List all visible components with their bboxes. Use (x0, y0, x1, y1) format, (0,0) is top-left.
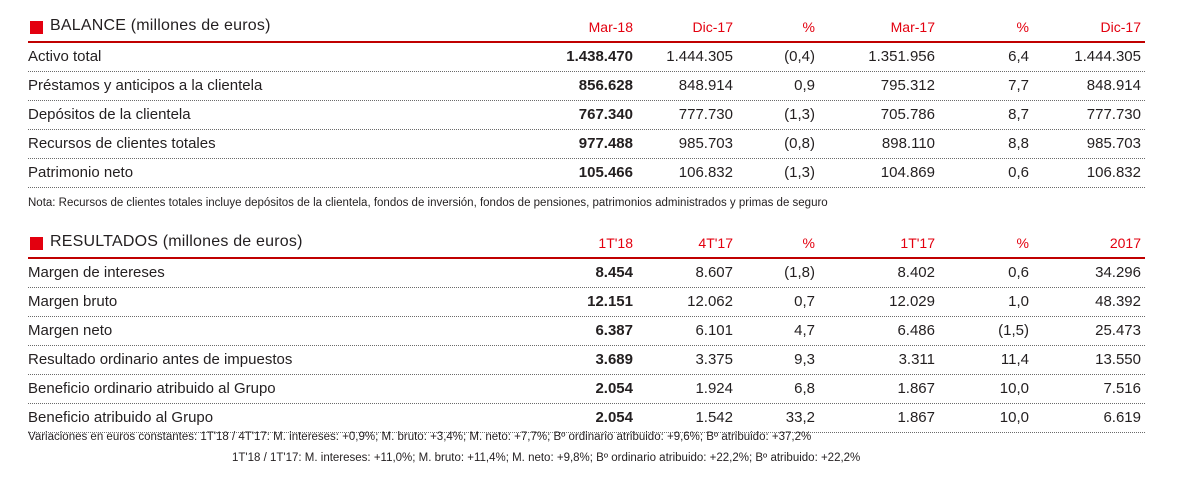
cell: 8.607 (695, 264, 733, 281)
table-row (28, 346, 1145, 375)
red-square-icon (30, 237, 43, 250)
row-label: Margen de intereses (28, 264, 165, 281)
cell: 977.488 (578, 135, 633, 152)
row-label: Margen neto (28, 322, 113, 339)
cell: 8,7 (1008, 106, 1029, 123)
cell: 2.054 (595, 380, 633, 397)
resultados-table (28, 228, 1145, 433)
red-square-icon (30, 21, 43, 34)
balance-col-header: % (1016, 19, 1029, 35)
resultados-title: RESULTADOS (millones de euros) (50, 233, 303, 250)
cell: 8.454 (595, 264, 633, 281)
cell: 106.832 (1086, 164, 1141, 181)
cell: 6.101 (695, 322, 733, 339)
resultados-col-header: 1T'17 (900, 235, 935, 251)
cell: (1,3) (784, 164, 815, 181)
cell: 0,6 (1008, 164, 1029, 181)
cell: 13.550 (1095, 351, 1141, 368)
row-label: Beneficio ordinario atribuido al Grupo (28, 380, 276, 397)
row-label: Margen bruto (28, 293, 118, 310)
cell: 6.619 (1103, 409, 1141, 426)
table-row (28, 101, 1145, 130)
cell: 12.029 (889, 293, 935, 310)
cell: (0,8) (784, 135, 815, 152)
cell: 1.867 (897, 409, 935, 426)
cell: 856.628 (578, 77, 633, 94)
cell: 767.340 (578, 106, 633, 123)
table-row (28, 375, 1145, 404)
cell: 6,4 (1008, 48, 1029, 65)
cell: 0,7 (794, 293, 815, 310)
cell: (1,3) (784, 106, 815, 123)
balance-col-header: Mar-18 (588, 19, 633, 35)
cell: (1,5) (998, 322, 1029, 339)
cell: 48.392 (1095, 293, 1141, 310)
balance-note: Nota: Recursos de clientes totales incluye depósitos de la clientela, fondos de inversión, fondos de pensiones, patrimonios administrados y primas de seguro (28, 197, 828, 209)
resultados-col-header: 4T'17 (698, 235, 733, 251)
cell: 1.542 (695, 409, 733, 426)
resultados-col-header: 2017 (1109, 235, 1141, 251)
cell: 7,7 (1008, 77, 1029, 94)
cell: 6,8 (794, 380, 815, 397)
row-label: Activo total (28, 48, 102, 65)
cell: 0,9 (794, 77, 815, 94)
cell: 985.703 (678, 135, 733, 152)
cell: 1.444.305 (1074, 48, 1141, 65)
balance-table (28, 12, 1145, 188)
footnote-line-2: 1T'18 / 1T'17: M. intereses: +11,0%; M. bruto: +11,4%; M. neto: +9,8%; Bº ordinario atribuido: +22,2%; Bº atribuido: +22,2% (232, 452, 861, 464)
cell: 25.473 (1095, 322, 1141, 339)
cell: 3.311 (898, 351, 935, 368)
cell: 104.869 (880, 164, 935, 181)
cell: 705.786 (880, 106, 935, 123)
table-row (28, 404, 1145, 433)
cell: 1,0 (1008, 293, 1029, 310)
cell: 898.110 (881, 135, 935, 152)
resultados-col-header: % (1016, 235, 1029, 251)
cell: 848.914 (678, 77, 733, 94)
row-label: Recursos de clientes totales (28, 135, 216, 152)
resultados-col-header: 1T'18 (598, 235, 633, 251)
cell: 777.730 (1086, 106, 1141, 123)
cell: 33,2 (785, 409, 815, 426)
cell: 4,7 (794, 322, 815, 339)
row-label: Resultado ordinario antes de impuestos (28, 351, 293, 368)
table-row (28, 288, 1145, 317)
balance-rows (28, 43, 1145, 188)
resultados-col-header: % (802, 235, 815, 251)
cell: 3.375 (695, 351, 733, 368)
footnote-line-1: Variaciones en euros constantes: 1T'18 / 4T'17: M. intereses: +0,9%; M. bruto: +3,4%; M. neto: +7,7%; Bº ordinario atribuido: +9,6%; Bº atribuido: +37,2% (28, 431, 812, 443)
cell: 1.924 (695, 380, 733, 397)
cell: 1.351.956 (868, 48, 935, 65)
cell: 12.151 (587, 293, 633, 310)
cell: 8,8 (1008, 135, 1029, 152)
cell: 10,0 (999, 380, 1029, 397)
row-label: Patrimonio neto (28, 164, 134, 181)
table-row (28, 130, 1145, 159)
cell: 11,4 (1000, 351, 1029, 368)
cell: 848.914 (1086, 77, 1141, 94)
balance-col-header: Dic-17 (1100, 19, 1141, 35)
cell: 777.730 (678, 106, 733, 123)
cell: 34.296 (1095, 264, 1141, 281)
table-row (28, 159, 1145, 188)
cell: 106.832 (678, 164, 733, 181)
row-label: Beneficio atribuido al Grupo (28, 409, 214, 426)
cell: 7.516 (1103, 380, 1141, 397)
row-label: Préstamos y anticipos a la clientela (28, 77, 263, 94)
cell: 1.438.470 (566, 48, 633, 65)
table-row (28, 259, 1145, 288)
cell: 6.387 (595, 322, 633, 339)
cell: 0,6 (1008, 264, 1029, 281)
balance-title: BALANCE (millones de euros) (50, 17, 271, 34)
cell: 2.054 (595, 409, 633, 426)
balance-header (28, 12, 1145, 43)
cell: 10,0 (999, 409, 1029, 426)
cell: 1.867 (897, 380, 935, 397)
row-label: Depósitos de la clientela (28, 106, 191, 123)
cell: 8.402 (897, 264, 935, 281)
resultados-rows (28, 259, 1145, 433)
cell: (0,4) (784, 48, 815, 65)
table-row (28, 43, 1145, 72)
cell: (1,8) (784, 264, 815, 281)
table-row (28, 317, 1145, 346)
cell: 3.689 (595, 351, 633, 368)
resultados-header (28, 228, 1145, 259)
cell: 9,3 (794, 351, 815, 368)
balance-col-header: Dic-17 (692, 19, 733, 35)
cell: 795.312 (880, 77, 935, 94)
cell: 105.466 (578, 164, 633, 181)
cell: 6.486 (897, 322, 935, 339)
balance-col-header: Mar-17 (890, 19, 935, 35)
cell: 985.703 (1086, 135, 1141, 152)
cell: 1.444.305 (666, 48, 733, 65)
cell: 12.062 (687, 293, 733, 310)
balance-col-header: % (802, 19, 815, 35)
table-row (28, 72, 1145, 101)
